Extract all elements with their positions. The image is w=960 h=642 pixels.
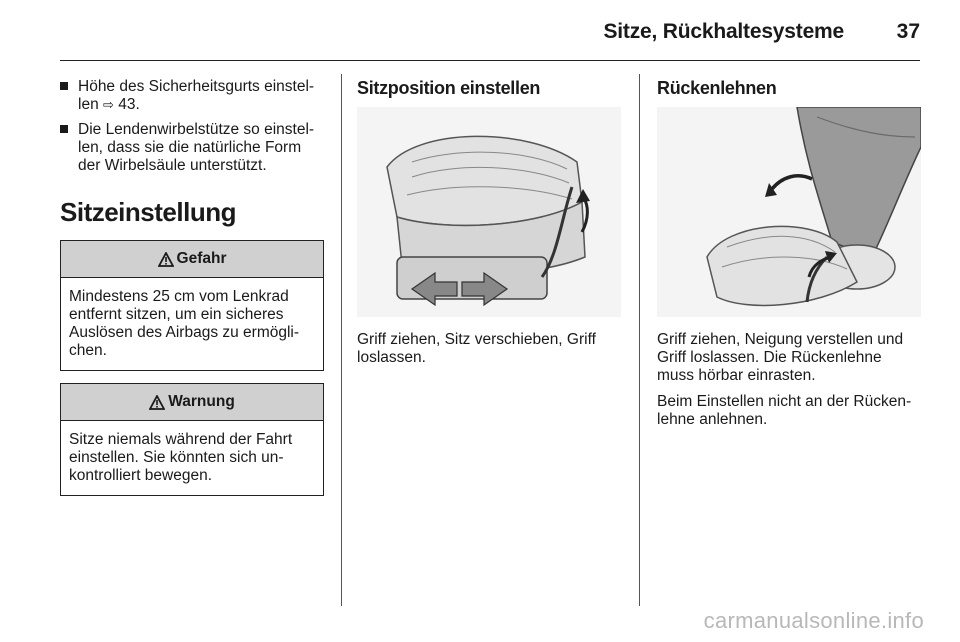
list-item — [60, 78, 324, 115]
bullet-list — [60, 78, 324, 175]
danger-box — [60, 240, 324, 371]
bullet-text: Die Lendenwirbelstütze so einstel-len, dass sie die natürliche Form der Wirbelsäule unterstützt. — [78, 121, 315, 174]
warning-box-header — [61, 384, 323, 421]
backrest-note: Beim Einstellen nicht an der Rücken-lehne anlehnen. — [657, 393, 912, 428]
column-middle — [357, 78, 621, 367]
warning-triangle-icon — [158, 252, 174, 267]
page-header — [60, 14, 920, 61]
bullet-text: Höhe des Sicherheitsgurts einstel-len — [78, 78, 315, 113]
column-divider-left — [341, 74, 342, 606]
warning-box-text: Sitze niemals während der Fahrt einstellen. Sie könnten sich un-kontrolliert bewegen. — [69, 431, 293, 484]
danger-box-title: Gefahr — [176, 250, 227, 267]
warning-triangle-icon — [149, 395, 165, 410]
square-bullet-icon — [60, 82, 68, 90]
warning-box — [60, 383, 324, 496]
figure-caption-backrest: Griff ziehen, Neigung verstellen und Griff loslassen. Die Rückenlehne muss hörbar einrasten. — [657, 331, 904, 384]
seat-slide-illustration — [357, 107, 621, 317]
page-number: 37 — [896, 20, 920, 43]
page-ref[interactable]: 43. — [118, 96, 140, 113]
square-bullet-icon — [60, 125, 68, 133]
column-left — [60, 78, 324, 508]
page-ref-arrow-icon: ⇨ — [103, 98, 114, 113]
backrest-illustration — [657, 107, 921, 317]
warning-box-title: Warnung — [168, 393, 235, 410]
column-divider-right — [639, 74, 640, 606]
danger-box-header — [61, 241, 323, 278]
danger-box-text: Mindestens 25 cm vom Lenkrad entfernt sitzen, um ein sicheres Auslösen des Airbags zu ermögli-chen. — [69, 288, 300, 359]
watermark: carmanualsonline.info — [703, 608, 924, 633]
column-right — [657, 78, 921, 429]
section-heading: Sitzeinstellung — [60, 197, 236, 227]
list-item — [60, 121, 324, 175]
header-title: Sitze, Rückhaltesysteme — [603, 20, 844, 43]
sub-heading-seat-position: Sitzposition einstellen — [357, 78, 541, 98]
figure-caption-seat-position: Griff ziehen, Sitz verschieben, Griff loslassen. — [357, 331, 596, 366]
sub-heading-backrests: Rückenlehnen — [657, 78, 777, 98]
